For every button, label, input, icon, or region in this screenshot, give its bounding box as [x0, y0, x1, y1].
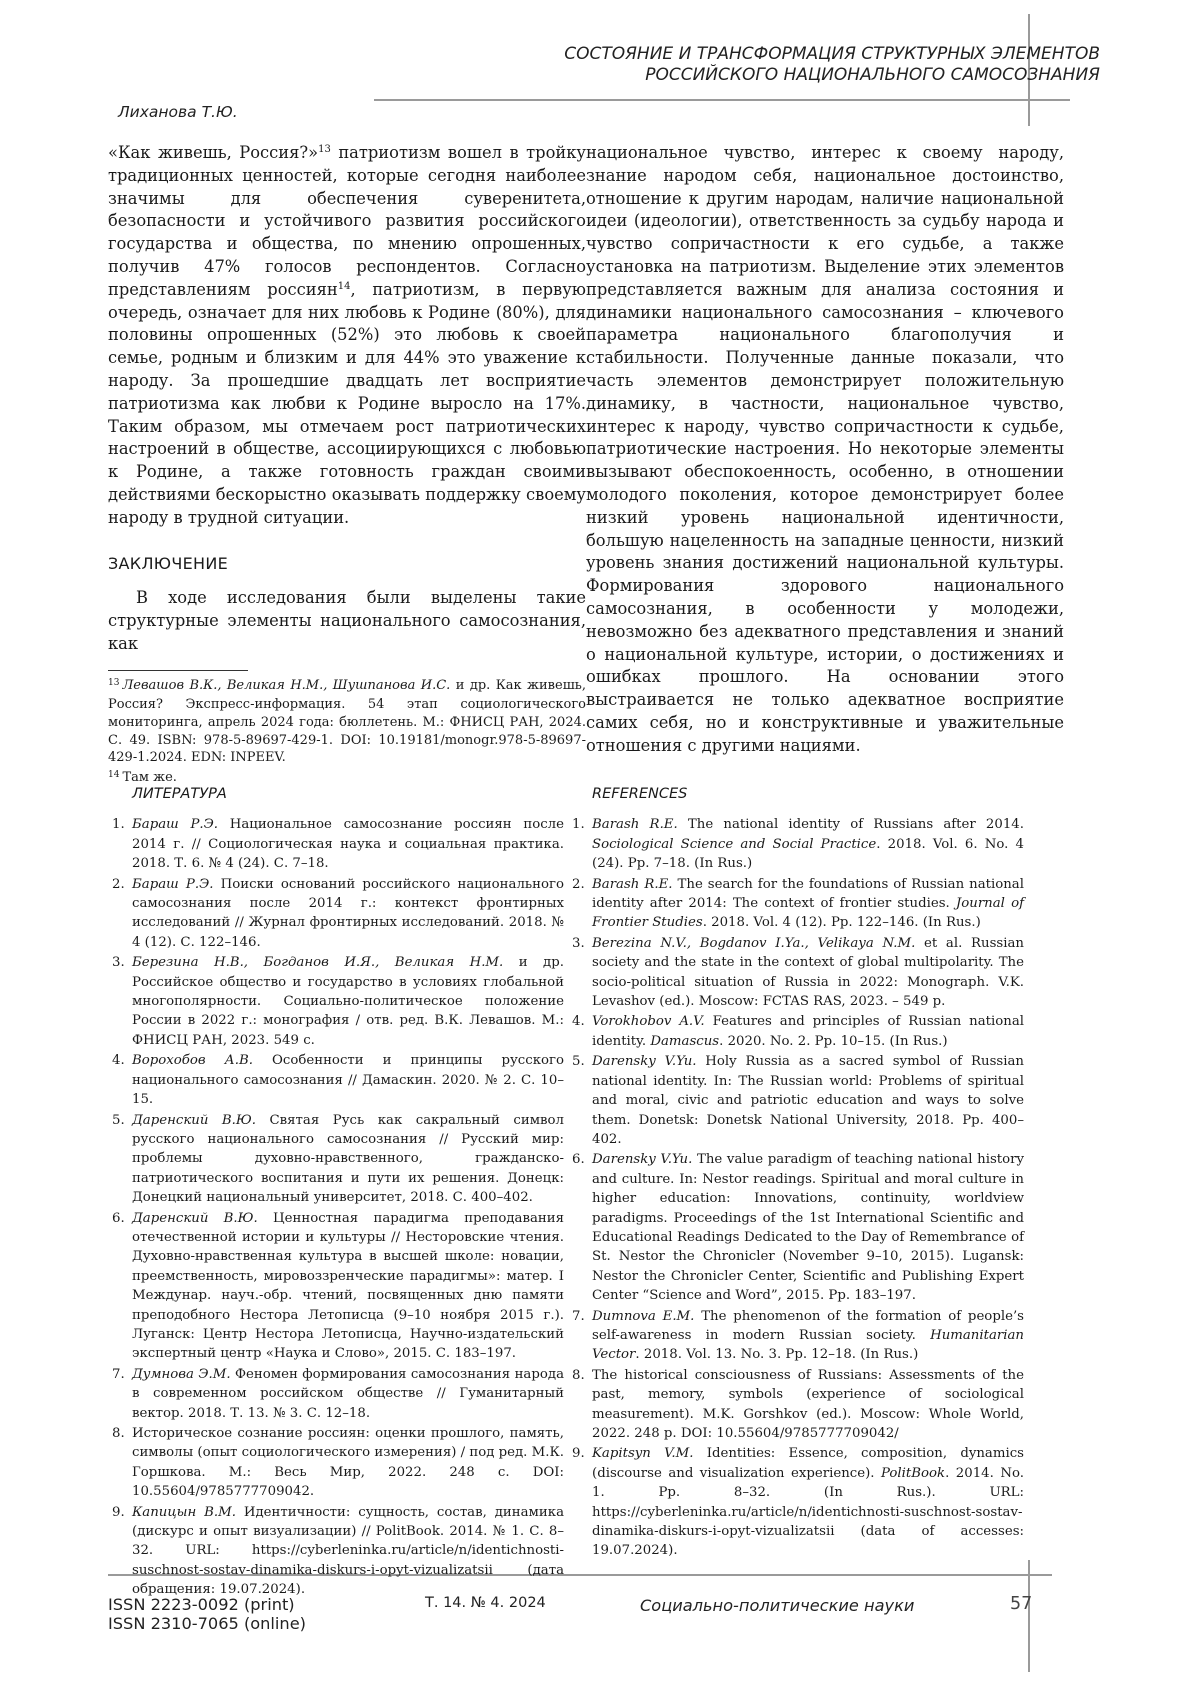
footer-vertical-rule — [1028, 1560, 1030, 1672]
author: Лиханова Т.Ю. — [118, 103, 238, 121]
ref-text — [592, 1052, 1024, 1149]
ref-number: 7. — [572, 1307, 592, 1365]
references-list — [572, 785, 1024, 1562]
ref-body: Историческое сознание россиян: оценки прошлого, память, символы (опыт социологического измерения) / под ред. М.К. Горшкова. М.: Весь Мир, 2022. 248 с. DOI: 10.55604/9785777709042. — [132, 1426, 564, 1499]
ref-text — [132, 1051, 564, 1109]
ref-number: 7. — [112, 1365, 132, 1423]
literature-item — [112, 1209, 564, 1364]
reference-item — [572, 1307, 1024, 1365]
ref-body: et al. Russian society and the state in the context of global multipolarity. The socio-political situation of Russia in 2022: Monograph. V.K. Levashov (ed.). Moscow: FCTAS RAS, 2023. – 549 p. — [592, 936, 1024, 1009]
ref-authors: Barash R.E. — [592, 817, 678, 832]
footer-journal-name: Социально-политические науки — [640, 1596, 914, 1615]
ref-text — [132, 953, 564, 1050]
ref-number: 9. — [572, 1444, 592, 1560]
footnote-ref[interactable]: 14 — [338, 281, 351, 292]
ref-number: 1. — [112, 815, 132, 873]
footnote-authors: Левашов В.К., Великая Н.М., Шушпанова И.С. — [122, 678, 450, 693]
literature-item — [112, 953, 564, 1050]
literature-heading: ЛИТЕРАТУРА — [132, 785, 564, 804]
footer-issn — [108, 1595, 306, 1633]
ref-body: The phenomenon of the formation of people’s self-awareness in modern Russian society. — [592, 1309, 1024, 1343]
ref-text — [132, 1503, 564, 1600]
reference-item — [572, 934, 1024, 1012]
ref-body: Features and principles of Russian national identity. — [592, 1014, 1024, 1048]
ref-text — [592, 1307, 1024, 1365]
footnote-number: 14 — [108, 770, 119, 780]
ref-number: 3. — [572, 934, 592, 1012]
ref-body: Национальное самосознание россиян после 2014 г. // Социологическая наука и социальная практика. 2018. Т. 6. № 4 (24). С. 7–18. — [132, 817, 564, 871]
body-paragraph — [108, 142, 586, 530]
right-column — [586, 142, 1064, 758]
ref-text — [132, 875, 564, 953]
reference-item — [572, 1150, 1024, 1305]
ref-number: 3. — [112, 953, 132, 1050]
ref-body: . 2014. No. 1. Pp. 8–32. (In Rus.). URL: https://cyberleninka.ru/article/n/identichnosti-suschnost-sostav-dinamika-diskurs-i-opyt-vizualizatsii (data of accesses: 19.07.2024). — [592, 1466, 1024, 1559]
ref-authors: Darensky V.Yu. — [592, 1054, 697, 1069]
literature-item — [112, 875, 564, 953]
ref-body: The national identity of Russians after 2014. — [678, 817, 1024, 832]
ref-body: Святая Русь как сакральный символ русского национального самосознания // Русский мир: проблемы духовно-нравственного, гражданско-патриотического воспитания и пути их решения. Донецк: Донецкий национальный университет, 2018. С. 400–402. — [132, 1113, 564, 1206]
ref-body: The historical consciousness of Russians: Assessments of the past, memory, symbols (experience of sociological measurement). M.K. Gorshkov (ed.). Moscow: Whole World, 2022. 248 p. DOI: 10.55604/9785777709042/ — [592, 1368, 1024, 1441]
ref-authors: Даренский В.Ю. — [132, 1211, 258, 1226]
ref-body: и др. Российское общество и государство в условиях глобальной многополярности. Социально-политическое положение России в 2022 г.: монография / отв. ред. В.К. Левашов. М.: ФНИСЦ РАН, 2023. 549 с. — [132, 955, 564, 1048]
ref-number: 2. — [572, 875, 592, 933]
body-paragraph: В ходе исследования были выделены такие структурные элементы национального самосознания, как — [108, 587, 586, 655]
ref-journal: PolitBook — [881, 1466, 945, 1481]
ref-text — [592, 934, 1024, 1012]
left-column — [108, 142, 586, 790]
ref-number: 8. — [572, 1366, 592, 1444]
reference-item — [572, 1052, 1024, 1149]
text-span: патриотизм вошел в тройку традиционных ценностей, которые сегодня наиболее значимы для обеспечения суверенитета, безопасности и устойчивого развития российского государства и общества, по мнению опрошенных, получив 47% голосов респондентов. Согласно представлениям россиян — [108, 143, 586, 299]
reference-item — [572, 815, 1024, 873]
ref-body: Феномен формирования самосознания народа в современном российском обществе // Гуманитарный вектор. 2018. Т. 13. № 3. С. 12–18. — [132, 1367, 564, 1421]
ref-authors: Barash R.E. — [592, 877, 673, 892]
ref-body: . 2020. No. 2. Pp. 10–15. (In Rus.) — [719, 1034, 947, 1049]
ref-body: . 2018. Vol. 4 (12). Pp. 122–146. (In Rus.) — [703, 915, 981, 930]
ref-body: Поиски оснований российского национального самосознания после 2014 г.: контекст фронтирных исследований // Журнал фронтирных исследований. 2018. № 4 (12). С. 122–146. — [132, 877, 564, 950]
ref-authors: Ворохобов А.В. — [132, 1053, 253, 1068]
ref-journal: Journal of Frontier Studies — [592, 896, 1024, 930]
ref-authors: Думнова Э.М. — [132, 1367, 231, 1382]
literature-item — [112, 1424, 564, 1502]
footnote-divider — [108, 670, 248, 671]
body-paragraph: национальное чувство, интерес к своему народу, знание народом себя, национальное достоинство, отношение к другим народам, наличие национальной идеи (идеологии), ответственность за судьбу народа и чувство сопричастности к его судьбе, а также установка на патриотизм. Выделение этих элементов представляется важным для анализа состояния и динамики национального самосознания – ключевого параметра национального благополучия и стабильности. Полученные данные показали, что часть элементов демонстрирует положительную динамику, в частности, национальное чувство, интерес к народу, чувство сопричастности к судьбе, патриотические настроения. Но некоторые элементы вызывают обеспокоенность, особенно, в отношении молодого поколения, которое демонстрирует более низкий уровень национальной идентичности, большую нацеленность на западные ценности, низкий уровень знания достижений национальной культуры. Формирования здорового национального самосознания, в особенности у молодежи, невозможно без адекватного представления и знаний о национальной культуре, истории, о достижениях и ошибках прошлого. На основании этого выстраивается не только адекватное восприятие самих себя, но и конструктивные и уважительные отношения с другими нациями. — [586, 142, 1064, 758]
literature-item — [112, 1503, 564, 1600]
ref-body: Ценностная парадигма преподавания отечественной истории и культуры // Несторовские чтения. Духовно-нравственная культура в высшей школе: новации, преемственность, мировоззренческие парадигмы»: матер. I Междунар. науч.-обр. чтений, посвященных дню памяти преподобного Нестора Летописца (9–10 ноября 2015 г.). Луганск: Центр Нестора Летописца, Научно-издательский экспертный центр «Наука и Слово», 2015. С. 183–197. — [132, 1211, 564, 1362]
literature-item — [112, 1111, 564, 1208]
ref-text — [132, 815, 564, 873]
footnote-ref[interactable]: 13 — [318, 144, 331, 155]
text-span: «Как живешь, Россия?» — [108, 143, 318, 162]
ref-number: 1. — [572, 815, 592, 873]
ref-journal: Humanitarian Vector — [592, 1328, 1024, 1362]
ref-authors: Даренский В.Ю. — [132, 1113, 256, 1128]
reference-item — [572, 1444, 1024, 1560]
footnotes — [108, 677, 586, 789]
ref-text — [592, 1012, 1024, 1051]
ref-text — [132, 1424, 564, 1502]
ref-authors: Бараш Р.Э. — [132, 817, 218, 832]
ref-text — [592, 1150, 1024, 1305]
literature-item — [112, 815, 564, 873]
footnote-text: и др. Как живешь, Россия? Экспресс-информация. 54 этап социологического мониторинга, апрель 2024 года: бюллетень. М.: ФНИСЦ РАН, 2024. С. 49. ISBN: 978-5-89697-429-1. DOI: 10.19181/monogr.978-5-89697-429-1.2024. EDN: INPEEV. — [108, 678, 586, 765]
ref-number: 4. — [112, 1051, 132, 1109]
reference-item — [572, 1012, 1024, 1051]
ref-text — [592, 1444, 1024, 1560]
ref-number: 6. — [572, 1150, 592, 1305]
ref-number: 9. — [112, 1503, 132, 1600]
ref-text — [132, 1209, 564, 1364]
ref-authors: Dumnova E.M. — [592, 1309, 694, 1324]
section-heading-conclusion: ЗАКЛЮЧЕНИЕ — [108, 553, 586, 576]
ref-journal: Sociological Science and Social Practice — [592, 837, 876, 852]
ref-authors: Darensky V.Yu. — [592, 1152, 692, 1167]
ref-body: Идентичности: сущность, состав, динамика (дискурс и опыт визуализации) // PolitBook. 2014. № 1. С. 8–32. URL: https://cyberleninka.ru/article/n/identichnosti-suschnost-sostav-dinamika-diskurs-i-opyt-vizualizatsii (дата обращения: 19.07.2024). — [132, 1505, 564, 1598]
header-rule — [374, 99, 1070, 101]
literature-item — [112, 1051, 564, 1109]
ref-number: 8. — [112, 1424, 132, 1502]
references-heading: REFERENCES — [592, 785, 1024, 804]
reference-item — [572, 1366, 1024, 1444]
running-title-line2: РОССИЙСКОГО НАЦИОНАЛЬНОГО САМОСОЗНАНИЯ — [420, 65, 1100, 86]
ref-body: Holy Russia as a sacred symbol of Russian national identity. In: The Russian world: Problems of spiritual and moral, civic and patriotic education and ways to solve them. Donetsk: Donetsk National University, 2018. Pp. 400–402. — [592, 1054, 1024, 1147]
ref-body: Особенности и принципы русского национального самосознания // Дамаскин. 2020. № 2. С. 10–15. — [132, 1053, 564, 1107]
footer-volume: Т. 14. № 4. 2024 — [425, 1595, 546, 1611]
ref-body: The value paradigm of teaching national history and culture. In: Nestor readings. Spiritual and moral culture in higher education: Innovations, continuity, worldview paradigms. Proceedings of the 1st International Scientific and Educational Readings Dedicated to the Day of Remembrance of St. Nestor the Chronicler (November 9–10, 2015). Lugansk: Nestor the Chronicler Center, Scientific and Publishing Expert Center “Science and Word”, 2015. Pp. 183–197. — [592, 1152, 1024, 1303]
issn-print: ISSN 2223-0092 (print) — [108, 1595, 306, 1614]
ref-authors: Berezina N.V., Bogdanov I.Ya., Velikaya N.M. — [592, 936, 915, 951]
ref-authors: Kapitsyn V.M. — [592, 1446, 693, 1461]
ref-authors: Бараш Р.Э. — [132, 877, 213, 892]
page-number: 57 — [1010, 1594, 1032, 1614]
footnote-13 — [108, 677, 586, 767]
ref-text — [132, 1365, 564, 1423]
ref-number: 4. — [572, 1012, 592, 1051]
ref-journal: Damascus — [650, 1034, 719, 1049]
ref-text — [592, 815, 1024, 873]
footnote-number: 13 — [108, 678, 119, 688]
text-span: , патриотизм, в первую очередь, означает для них любовь к Родине (80%), для половины опрошенных (52%) это любовь к своей семье, родным и близким и для 44% это уважение к народу. За прошедшие двадцать лет восприятие патриотизма как любви к Родине выросло на 17%. Таким образом, мы отмечаем рост патриотических настроений в обществе, ассоциирующихся с любовью к Родине, а также готовность граждан своими действиями бескорыстно оказывать поддержку своему народу в трудной ситуации. — [108, 280, 586, 527]
ref-body: Identities: Essence, composition, dynamics (discourse and visualization experience). — [592, 1446, 1024, 1480]
ref-number: 5. — [112, 1111, 132, 1208]
ref-number: 2. — [112, 875, 132, 953]
reference-item — [572, 875, 1024, 933]
running-title-line1: СОСТОЯНИЕ И ТРАНСФОРМАЦИЯ СТРУКТУРНЫХ ЭЛЕМЕНТОВ — [420, 44, 1100, 65]
ref-text — [592, 875, 1024, 933]
ref-number: 5. — [572, 1052, 592, 1149]
ref-number: 6. — [112, 1209, 132, 1364]
ref-authors: Vorokhobov A.V. — [592, 1014, 705, 1029]
literature-item — [112, 1365, 564, 1423]
ref-body: The search for the foundations of Russian national identity after 2014: The context of frontier studies. — [592, 877, 1024, 911]
running-title — [420, 44, 1100, 86]
ref-text — [592, 1366, 1024, 1444]
ref-body: . 2018. Vol. 13. No. 3. Pp. 12–18. (In Rus.) — [635, 1347, 918, 1362]
literature-list — [112, 785, 564, 1601]
footnote-text: Там же. — [122, 770, 176, 785]
ref-body: . 2018. Vol. 6. No. 4 (24). Pp. 7–18. (In Rus.) — [592, 837, 1024, 871]
ref-authors: Березина Н.В., Богданов И.Я., Великая Н.М. — [132, 955, 503, 970]
ref-text — [132, 1111, 564, 1208]
issn-online: ISSN 2310-7065 (online) — [108, 1614, 306, 1633]
ref-authors: Капицын В.М. — [132, 1505, 236, 1520]
